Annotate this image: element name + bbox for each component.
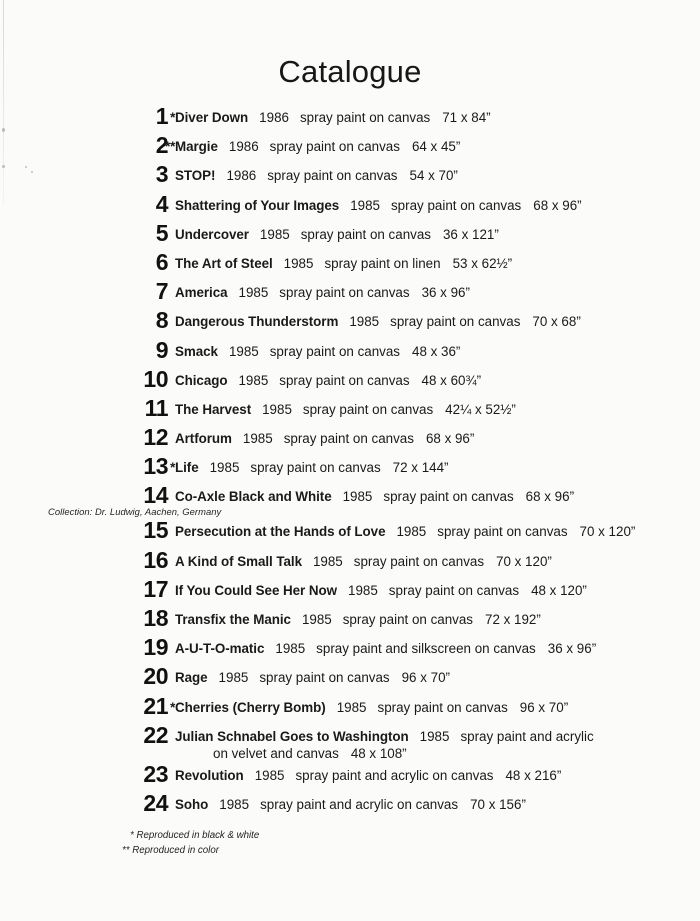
- entry-title: Undercover: [175, 226, 249, 242]
- entry-medium: spray paint on canvas: [342, 612, 473, 627]
- entry-year: 1985: [301, 612, 332, 627]
- entry-number: 17: [143, 575, 168, 602]
- entry-dimensions: 96 x 70”: [401, 670, 450, 686]
- entry-body: [170, 694, 700, 716]
- catalogue-entry: [0, 454, 700, 483]
- entry-number: 18: [143, 605, 168, 631]
- entry-medium: spray paint on linen: [324, 255, 441, 271]
- catalogue-entry: [0, 518, 700, 547]
- entry-dimensions: 48 x 60¾”: [421, 372, 482, 388]
- entry-year: 1985: [254, 767, 285, 783]
- entry-number: 5: [155, 219, 168, 246]
- entry-year: 1985: [419, 728, 450, 744]
- entry-title: Soho: [175, 796, 209, 812]
- entry-title: Diver Down: [175, 110, 249, 125]
- entry-medium: spray paint on canvas: [300, 226, 431, 242]
- catalogue-entry: [0, 308, 700, 337]
- entry-number: 13: [143, 453, 168, 480]
- entry-number: 16: [143, 546, 168, 573]
- entry-title: Co-Axle Black and White: [175, 489, 332, 505]
- entry-medium: spray paint on canvas: [267, 168, 398, 184]
- entry-medium: spray paint on canvas: [383, 489, 514, 505]
- entry-number: 24: [143, 789, 168, 816]
- entry-year: 1986: [226, 168, 257, 184]
- entry-number: 6: [155, 248, 168, 275]
- entry-title: The Harvest: [175, 401, 252, 417]
- entry-dimensions: 48 x 120”: [531, 582, 587, 598]
- footnotes: [122, 829, 260, 858]
- entry-number: 22: [143, 721, 168, 748]
- catalogue-entry: [0, 104, 700, 133]
- catalogue-entry: [0, 694, 700, 723]
- entry-year: 1985: [238, 285, 269, 301]
- entry-body: [175, 762, 700, 784]
- entry-title: Smack: [175, 343, 218, 359]
- catalogue-entry: [0, 425, 700, 454]
- entry-dimensions: 53 x 62½”: [452, 255, 513, 271]
- entry-title: Revolution: [175, 767, 244, 783]
- entry-number: 9: [155, 336, 168, 363]
- entry-medium: spray paint on canvas: [269, 139, 400, 155]
- catalogue-entry: [0, 162, 700, 191]
- entry-body: [175, 425, 700, 447]
- entry-body: [175, 791, 700, 813]
- entry-title: If You Could See Her Now: [175, 582, 337, 598]
- entry-body: [175, 338, 700, 360]
- entry-year: 1985: [219, 796, 250, 812]
- entry-number: 7: [155, 278, 168, 305]
- entry-number: 14: [143, 482, 168, 509]
- footnote: ** Reproduced in color: [122, 844, 219, 856]
- entry-year: 1985: [350, 197, 380, 213]
- entry-body: [170, 104, 700, 126]
- catalogue-entry: [0, 250, 700, 279]
- entry-medium: spray paint on canvas: [437, 524, 568, 540]
- entry-title: America: [175, 285, 228, 301]
- catalogue-entry: [0, 221, 700, 250]
- entry-year: 1985: [242, 431, 273, 447]
- entry-title: Julian Schnabel Goes to Washington: [175, 728, 409, 744]
- entry-year: 1985: [218, 670, 249, 686]
- entry-medium-continued-line: [175, 745, 700, 762]
- entry-medium: spray paint on canvas: [250, 460, 381, 476]
- entry-number: 15: [143, 517, 168, 544]
- entry-dimensions: 36 x 96”: [421, 285, 470, 301]
- entry-body: [175, 548, 700, 570]
- catalogue-entry: [0, 606, 700, 635]
- catalogue-entry: [0, 367, 700, 396]
- page-title: Catalogue: [278, 54, 422, 89]
- entry-year: 1986: [259, 110, 289, 125]
- catalogue-entry: [0, 396, 700, 425]
- catalogue-entry: [0, 723, 700, 762]
- entry-dimensions: 36 x 96”: [547, 641, 597, 657]
- entry-number: 3: [155, 161, 168, 188]
- entry-title: STOP!: [175, 168, 216, 184]
- entry-dimensions: 68 x 96”: [533, 197, 582, 213]
- entry-title: Margie: [175, 139, 218, 155]
- entry-number: 11: [144, 394, 168, 421]
- footnote: * Reproduced in black & white: [130, 830, 260, 841]
- entry-body: [175, 250, 700, 272]
- entry-medium: spray paint on canvas: [377, 699, 508, 715]
- entry-year: 1985: [283, 255, 314, 271]
- entry-number: 20: [143, 663, 168, 690]
- entry-reproduction-marker: *: [170, 460, 175, 476]
- entry-reproduction-marker: *: [170, 110, 175, 125]
- entry-title: Life: [175, 460, 199, 476]
- catalogue-entry: [0, 192, 700, 221]
- entry-year: 1985: [396, 524, 427, 540]
- entry-medium: spray paint on canvas: [353, 553, 485, 569]
- entry-number: 1: [155, 103, 168, 129]
- entry-medium: spray paint and acrylic: [460, 728, 594, 744]
- entry-year: 1985: [349, 314, 380, 330]
- catalogue-entry: [0, 338, 700, 367]
- entry-body: [175, 279, 700, 301]
- catalogue-entry: [0, 548, 700, 577]
- entry-title: Artforum: [175, 431, 232, 447]
- entry-dimensions: 71 x 84”: [442, 110, 491, 125]
- entry-body: [175, 635, 700, 657]
- entry-number: 19: [143, 634, 168, 661]
- entry-title: Rage: [175, 670, 208, 686]
- entry-medium: spray paint and silkscreen on canvas: [316, 641, 536, 657]
- entry-body: [175, 367, 700, 389]
- entry-number: 12: [143, 424, 168, 451]
- entry-dimensions: 72 x 144”: [392, 460, 449, 476]
- entry-medium-continued: on velvet and canvas: [213, 745, 339, 761]
- entry-year: 1985: [262, 401, 292, 417]
- entry-medium: spray paint on canvas: [283, 431, 414, 447]
- entry-dimensions: 72 x 192”: [485, 612, 541, 627]
- entry-body: [175, 606, 700, 628]
- catalogue-list: [0, 104, 700, 820]
- entry-title: A-U-T-O-matic: [175, 641, 265, 657]
- entry-year: 1985: [238, 372, 269, 388]
- entry-year: 1985: [312, 553, 343, 569]
- entry-dimensions: 48 x 36”: [412, 343, 461, 359]
- entry-title: A Kind of Small Talk: [175, 553, 302, 569]
- entry-body: [175, 518, 700, 540]
- catalogue-entry: [0, 635, 700, 664]
- entry-body: [175, 664, 700, 686]
- entry-dimensions: 70 x 68”: [532, 314, 581, 330]
- entry-dimensions: 42¼ x 52½”: [445, 401, 516, 417]
- entry-title: Dangerous Thunderstorm: [175, 314, 339, 330]
- catalogue-entry: [0, 664, 700, 693]
- entry-dimensions: 36 x 121”: [442, 226, 499, 242]
- entry-number: 21: [143, 692, 168, 719]
- entry-dimensions: 68 x 96”: [425, 431, 475, 447]
- entry-number: 23: [143, 760, 168, 787]
- entry-body: [175, 396, 700, 418]
- entry-body: [175, 162, 700, 184]
- entry-number: 8: [155, 307, 168, 334]
- entry-year: 1986: [228, 139, 259, 155]
- entry-dimensions: 68 x 96”: [525, 489, 575, 505]
- entry-body: [170, 454, 700, 476]
- catalogue-entry: [0, 279, 700, 308]
- entry-year: 1985: [348, 582, 378, 598]
- entry-number: 10: [143, 365, 168, 392]
- entry-medium: spray paint on canvas: [259, 670, 390, 686]
- entry-year: 1985: [209, 460, 240, 476]
- entry-title: Transfix the Manic: [175, 612, 291, 627]
- entry-medium: spray paint on canvas: [279, 285, 410, 301]
- entry-reproduction-marker: **: [165, 139, 175, 155]
- entry-dimensions: 48 x 108”: [350, 745, 407, 761]
- entry-medium: spray paint on canvas: [302, 401, 434, 417]
- entry-body: [165, 133, 700, 155]
- entry-medium: spray paint on canvas: [299, 110, 431, 125]
- catalogue-entry: [0, 791, 700, 820]
- entry-dimensions: 70 x 120”: [496, 553, 552, 569]
- entry-reproduction-marker: *: [170, 699, 175, 715]
- entry-year: 1985: [259, 226, 290, 242]
- entry-title: Shattering of Your Images: [175, 197, 340, 213]
- entry-title: Cherries (Cherry Bomb): [175, 699, 326, 715]
- entry-body: [175, 577, 700, 599]
- entry-dimensions: 96 x 70”: [519, 699, 569, 715]
- entry-year: 1985: [228, 343, 259, 359]
- entry-body: [175, 192, 700, 214]
- entry-medium: spray paint and acrylic on canvas: [260, 796, 459, 812]
- entry-medium: spray paint on canvas: [390, 197, 522, 213]
- entry-dimensions: 48 x 216”: [505, 767, 562, 783]
- entry-medium: spray paint and acrylic on canvas: [295, 767, 494, 783]
- entry-body: [175, 308, 700, 330]
- entry-year: 1985: [336, 699, 367, 715]
- catalogue-entry: [0, 577, 700, 606]
- entry-year: 1985: [342, 489, 373, 505]
- entry-body: [175, 483, 700, 505]
- entry-body: [175, 221, 700, 243]
- catalogue-entry: [0, 762, 700, 791]
- entry-number: 4: [155, 190, 168, 217]
- entry-title: The Art of Steel: [175, 255, 273, 271]
- entry-dimensions: 70 x 120”: [579, 524, 636, 540]
- entry-collection-note: Collection: Dr. Ludwig, Aachen, Germany: [48, 506, 222, 518]
- entry-medium: spray paint on canvas: [390, 314, 521, 330]
- entry-dimensions: 54 x 70”: [409, 168, 458, 184]
- entry-body: [175, 723, 700, 745]
- entry-medium: spray paint on canvas: [388, 582, 520, 598]
- entry-dimensions: 64 x 45”: [411, 139, 461, 155]
- catalogue-entry: [0, 483, 700, 518]
- entry-medium: spray paint on canvas: [279, 372, 410, 388]
- catalogue-entry: [0, 133, 700, 162]
- entry-year: 1985: [275, 641, 306, 657]
- entry-number: 2: [155, 132, 168, 159]
- entry-title: Chicago: [175, 372, 228, 388]
- entry-dimensions: 70 x 156”: [470, 796, 526, 812]
- entry-title: Persecution at the Hands of Love: [175, 524, 386, 540]
- entry-medium: spray paint on canvas: [269, 343, 400, 359]
